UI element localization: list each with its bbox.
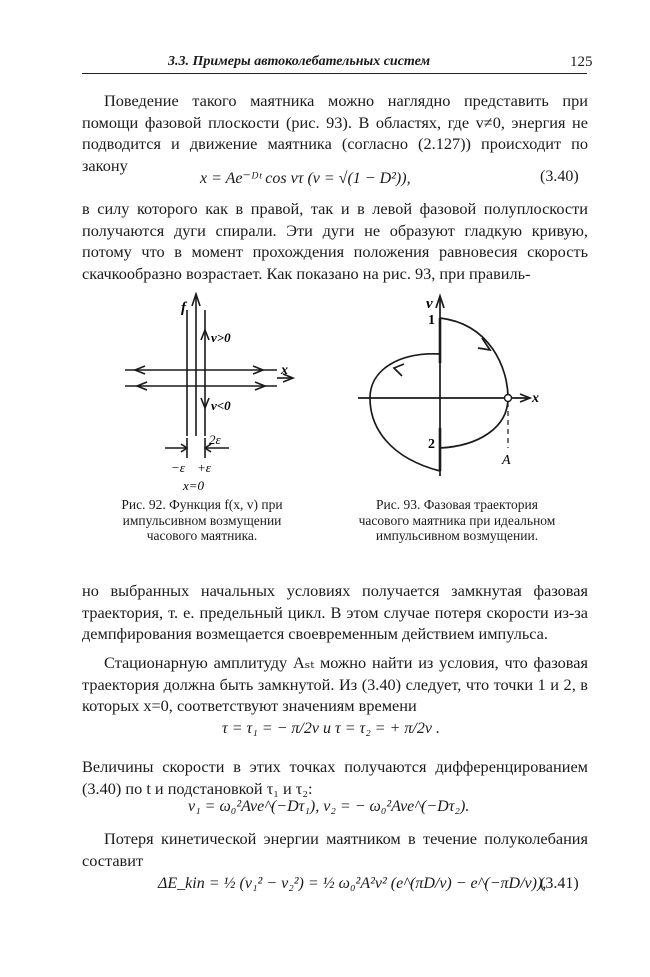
equation-3-41: ΔE_kin = ½ (v₁² − v₂²) = ½ ω₀²A²v² (e^(πD/v) − e^(−πD/v)), (158, 875, 547, 892)
trajectory-left-arc (370, 354, 440, 471)
f-label: f (181, 300, 186, 316)
v-positive-label: v>0 (211, 330, 231, 345)
running-header: 3.3. Примеры автоколебательных систем (168, 54, 431, 69)
figure-93 (350, 288, 565, 500)
figure-93-caption: Рис. 93. Фазовая траектория часового маятника при идеальном импульсивном возмущении. (358, 497, 556, 543)
point-1-label: 1 (428, 313, 435, 328)
v-axis-label: v (426, 296, 433, 312)
point-2-label: 2 (428, 437, 435, 452)
paragraph-6: Потеря кинетической энергии маятником в течение полуколебания составит (82, 829, 588, 870)
minus-eps-label: −ε (171, 460, 185, 475)
paragraph-5: Величины скорости в этих точках получаются дифференцированием (3.40) по t и подстановкой τ₁ и τ₂: (82, 757, 588, 798)
header-rule (82, 73, 587, 74)
trajectory-right-arc (440, 318, 508, 448)
equation-velocities: v₁ = ω₀²Ave^(−Dτ₁), v₂ = − ω₀²Ave^(−Dτ₂). (188, 798, 470, 815)
x-axis-label: x (532, 391, 539, 406)
paragraph-1: Поведение такого маятника можно наглядно представить при помощи фазовой плоскости (рис. 93). В областях, где v≠0, энергия не подводится и движение маятника (согласно (2.127)) происходит по закону (82, 91, 588, 175)
page-number: 125 (570, 54, 593, 70)
figure-92 (105, 288, 305, 500)
v-negative-label: v<0 (211, 398, 231, 413)
trajectory-arrow-left (394, 364, 404, 376)
equation-3-41-number: (3.41) (540, 875, 579, 892)
equation-3-40-number: (3.40) (540, 168, 579, 185)
equation-tau: τ = τ₁ = − π/2v и τ = τ₂ = + π/2v . (222, 720, 440, 737)
x-zero-label: x=0 (183, 478, 205, 493)
x-axis-label: x (281, 363, 288, 378)
paragraph-4: Стационарную амплитуду Aₛₜ можно найти из условия, что фазовая траектория должна быть замкнутой. Из (3.40) следует, что точки 1 и 2, в которых x=0, соответствуют значениям времени (82, 653, 588, 715)
figure-92-caption: Рис. 92. Функция f(x, v) при импульсивном возмущении часового маятника. (121, 497, 283, 543)
equation-3-40: x = Ae⁻ᴰᵗ cos vτ (v = √(1 − D²)), (200, 170, 411, 187)
paragraph-2: в силу которого как в правой, так и в левой фазовой полуплоскости получаются дуги спирали. Эти дуги не образуют гладкую кривую, потому что в момент прохождения положения равновесия скорость скачкообразно возрастает. Как показано на рис. 93, при правиль- (82, 199, 588, 283)
two-eps-label: 2ε (209, 432, 221, 447)
plus-eps-label: +ε (197, 460, 211, 475)
paragraph-3: но выбранных начальных условиях получается замкнутая фазовая траектория, т. е. предельный цикл. В этом случае потеря скорости из-за демпфирования возмещается своевременным действием импульса. (82, 581, 588, 643)
point-A-label: A (502, 453, 511, 468)
point-A-marker (505, 395, 512, 402)
